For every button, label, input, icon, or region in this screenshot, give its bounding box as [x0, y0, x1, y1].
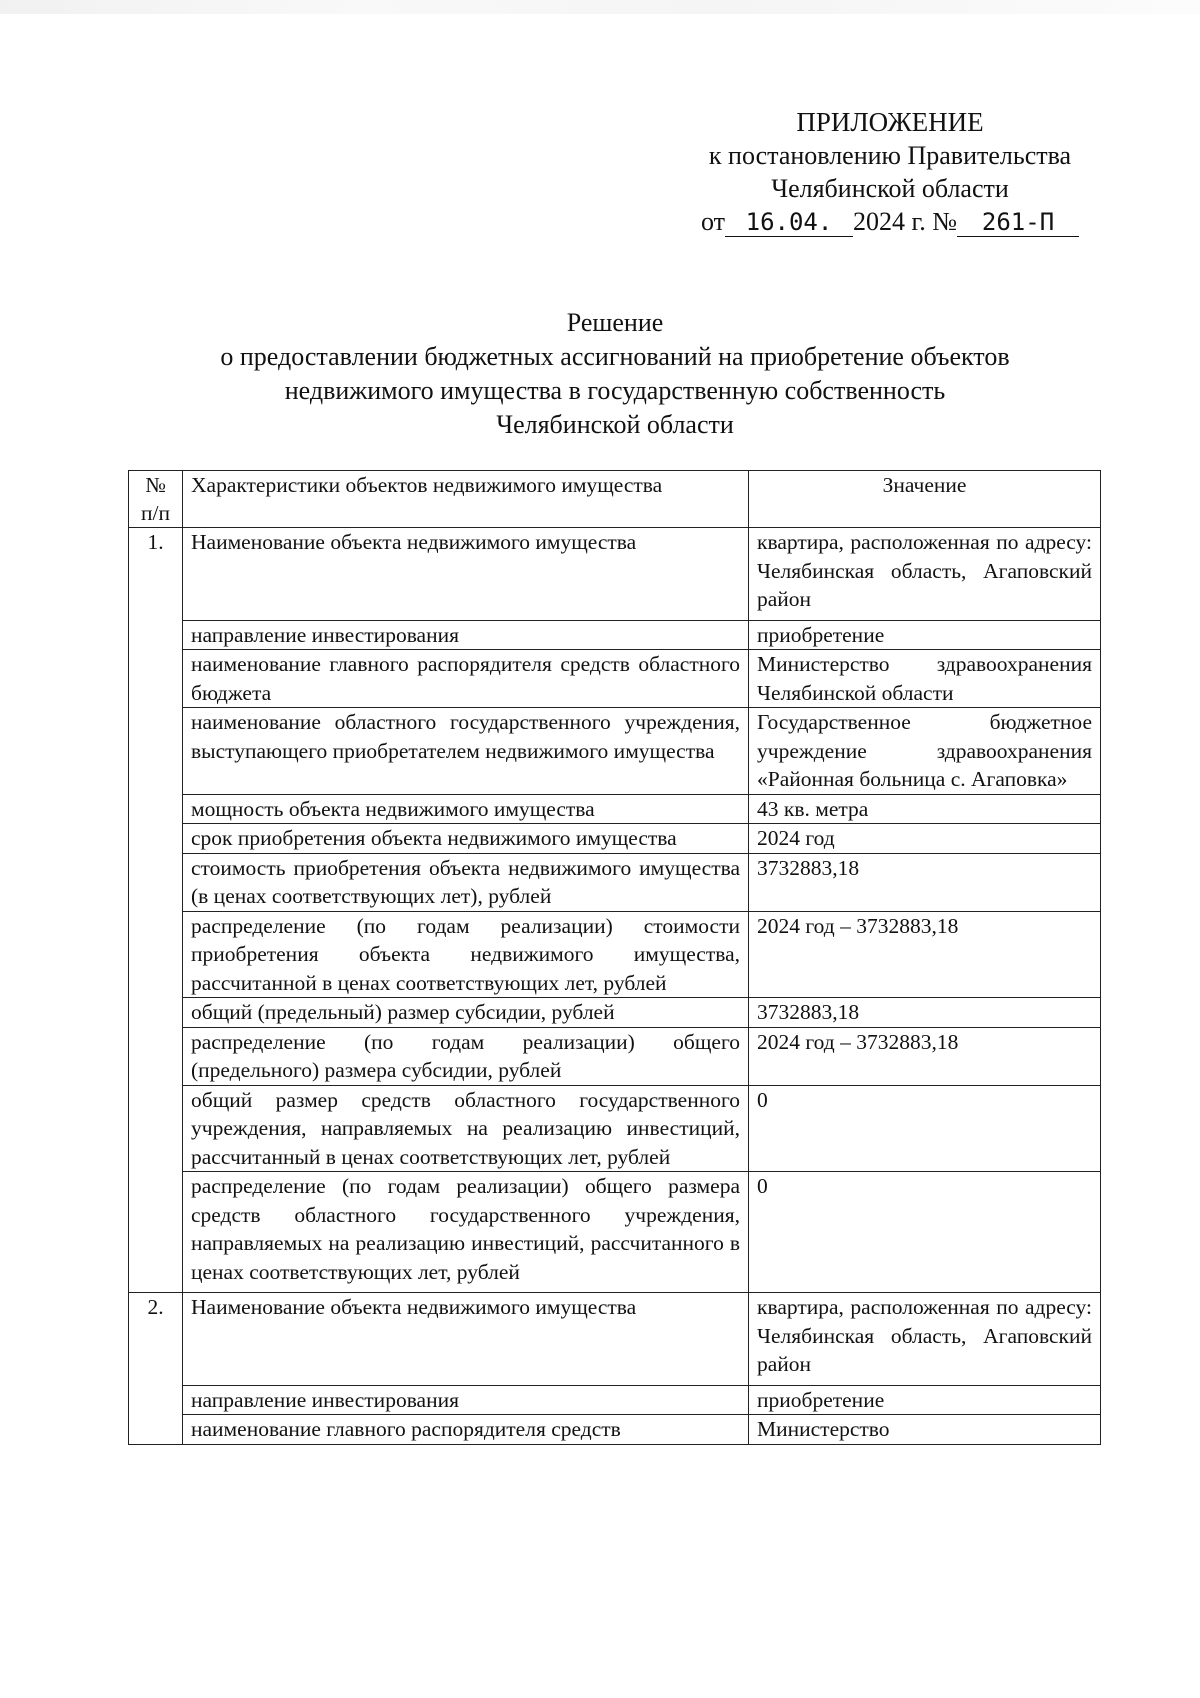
value-cell: 3732883,18 — [749, 998, 1101, 1028]
doc-number: 261-П — [957, 208, 1079, 237]
characteristic-cell: срок приобретения объекта недвижимого имущества — [183, 824, 749, 854]
value-cell: 0 — [749, 1172, 1101, 1293]
table-row — [129, 1085, 1101, 1172]
characteristic-cell: наименование областного государственного учреждения, выступающего приобретателем недвижимого имущества — [183, 708, 749, 795]
table-row — [129, 708, 1101, 795]
object-number: 2. — [129, 1293, 183, 1445]
characteristic-cell: Наименование объекта недвижимого имущества — [183, 528, 749, 621]
appendix-header — [660, 106, 1120, 238]
table-row — [129, 620, 1101, 650]
value-cell: Министерство — [749, 1415, 1101, 1445]
table-row — [129, 794, 1101, 824]
table-row — [129, 824, 1101, 854]
table-body — [129, 528, 1101, 1445]
decision-title-line-1: Решение — [566, 308, 664, 337]
date-value: 16.04. — [725, 208, 853, 237]
decision-title-line-2: о предоставлении бюджетных ассигнований на приобретение объектов — [220, 342, 1010, 371]
appendix-line-2: к постановлению Правительства — [708, 141, 1072, 170]
characteristic-cell: общий (предельный) размер субсидии, рублей — [183, 998, 749, 1028]
table-row — [129, 1415, 1101, 1445]
value-cell: Министерство здравоохранения Челябинской области — [749, 650, 1101, 708]
characteristic-cell: распределение (по годам реализации) общего (предельного) размера субсидии, рублей — [183, 1027, 749, 1085]
value-cell: Государственное бюджетное учреждение здравоохранения «Районная больница с. Агаповка» — [749, 708, 1101, 795]
characteristic-cell: распределение (по годам реализации) стоимости приобретения объекта недвижимого имущества, рассчитанной в ценах соответствующих лет, рублей — [183, 911, 749, 998]
date-prefix: от — [700, 207, 725, 236]
date-year: 2024 г. № — [852, 207, 958, 236]
value-cell: квартира, расположенная по адресу: Челябинская область, Агаповский район — [749, 528, 1101, 621]
characteristic-cell: наименование главного распорядителя средств — [183, 1415, 749, 1445]
table-row — [129, 1385, 1101, 1415]
table-row — [129, 528, 1101, 621]
decision-title-line-4: Челябинской области — [496, 410, 734, 439]
characteristic-cell: стоимость приобретения объекта недвижимого имущества (в ценах соответствующих лет), рублей — [183, 853, 749, 911]
value-cell: приобретение — [749, 620, 1101, 650]
header-number: № п/п — [129, 471, 183, 528]
characteristic-cell: наименование главного распорядителя средств областного бюджета — [183, 650, 749, 708]
value-cell: 3732883,18 — [749, 853, 1101, 911]
characteristic-cell: Наименование объекта недвижимого имущества — [183, 1293, 749, 1386]
characteristic-cell: направление инвестирования — [183, 1385, 749, 1415]
appendix-title: ПРИЛОЖЕНИЕ — [796, 107, 984, 137]
table-row — [129, 998, 1101, 1028]
table-row — [129, 1027, 1101, 1085]
table-row — [129, 1293, 1101, 1386]
decision-title — [150, 306, 1080, 442]
table-row — [129, 911, 1101, 998]
characteristic-cell: мощность объекта недвижимого имущества — [183, 794, 749, 824]
characteristic-cell: распределение (по годам реализации) общего размера средств областного государственного учреждения, направляемых на реализацию инвестиций, рассчитанного в ценах соответствующих лет, рублей — [183, 1172, 749, 1293]
characteristic-cell: общий размер средств областного государственного учреждения, направляемых на реализацию инвестиций, рассчитанный в ценах соответствующих лет, рублей — [183, 1085, 749, 1172]
table-row — [129, 853, 1101, 911]
appendix-date-line — [660, 205, 1120, 238]
appendix-line-3: Челябинской области — [771, 174, 1009, 203]
decision-title-line-3: недвижимого имущества в государственную собственность — [284, 376, 946, 405]
value-cell: квартира, расположенная по адресу: Челябинская область, Агаповский район — [749, 1293, 1101, 1386]
characteristic-cell: направление инвестирования — [183, 620, 749, 650]
scan-edge — [0, 0, 1200, 14]
header-value: Значение — [749, 471, 1101, 528]
header-characteristics: Характеристики объектов недвижимого имущества — [183, 471, 749, 528]
value-cell: 2024 год – 3732883,18 — [749, 911, 1101, 998]
table-row — [129, 650, 1101, 708]
object-number: 1. — [129, 528, 183, 1293]
value-cell: 2024 год – 3732883,18 — [749, 1027, 1101, 1085]
value-cell: 43 кв. метра — [749, 794, 1101, 824]
table-row — [129, 1172, 1101, 1293]
characteristics-table — [128, 470, 1101, 1445]
table-header-row — [129, 471, 1101, 528]
value-cell: 0 — [749, 1085, 1101, 1172]
value-cell: приобретение — [749, 1385, 1101, 1415]
value-cell: 2024 год — [749, 824, 1101, 854]
